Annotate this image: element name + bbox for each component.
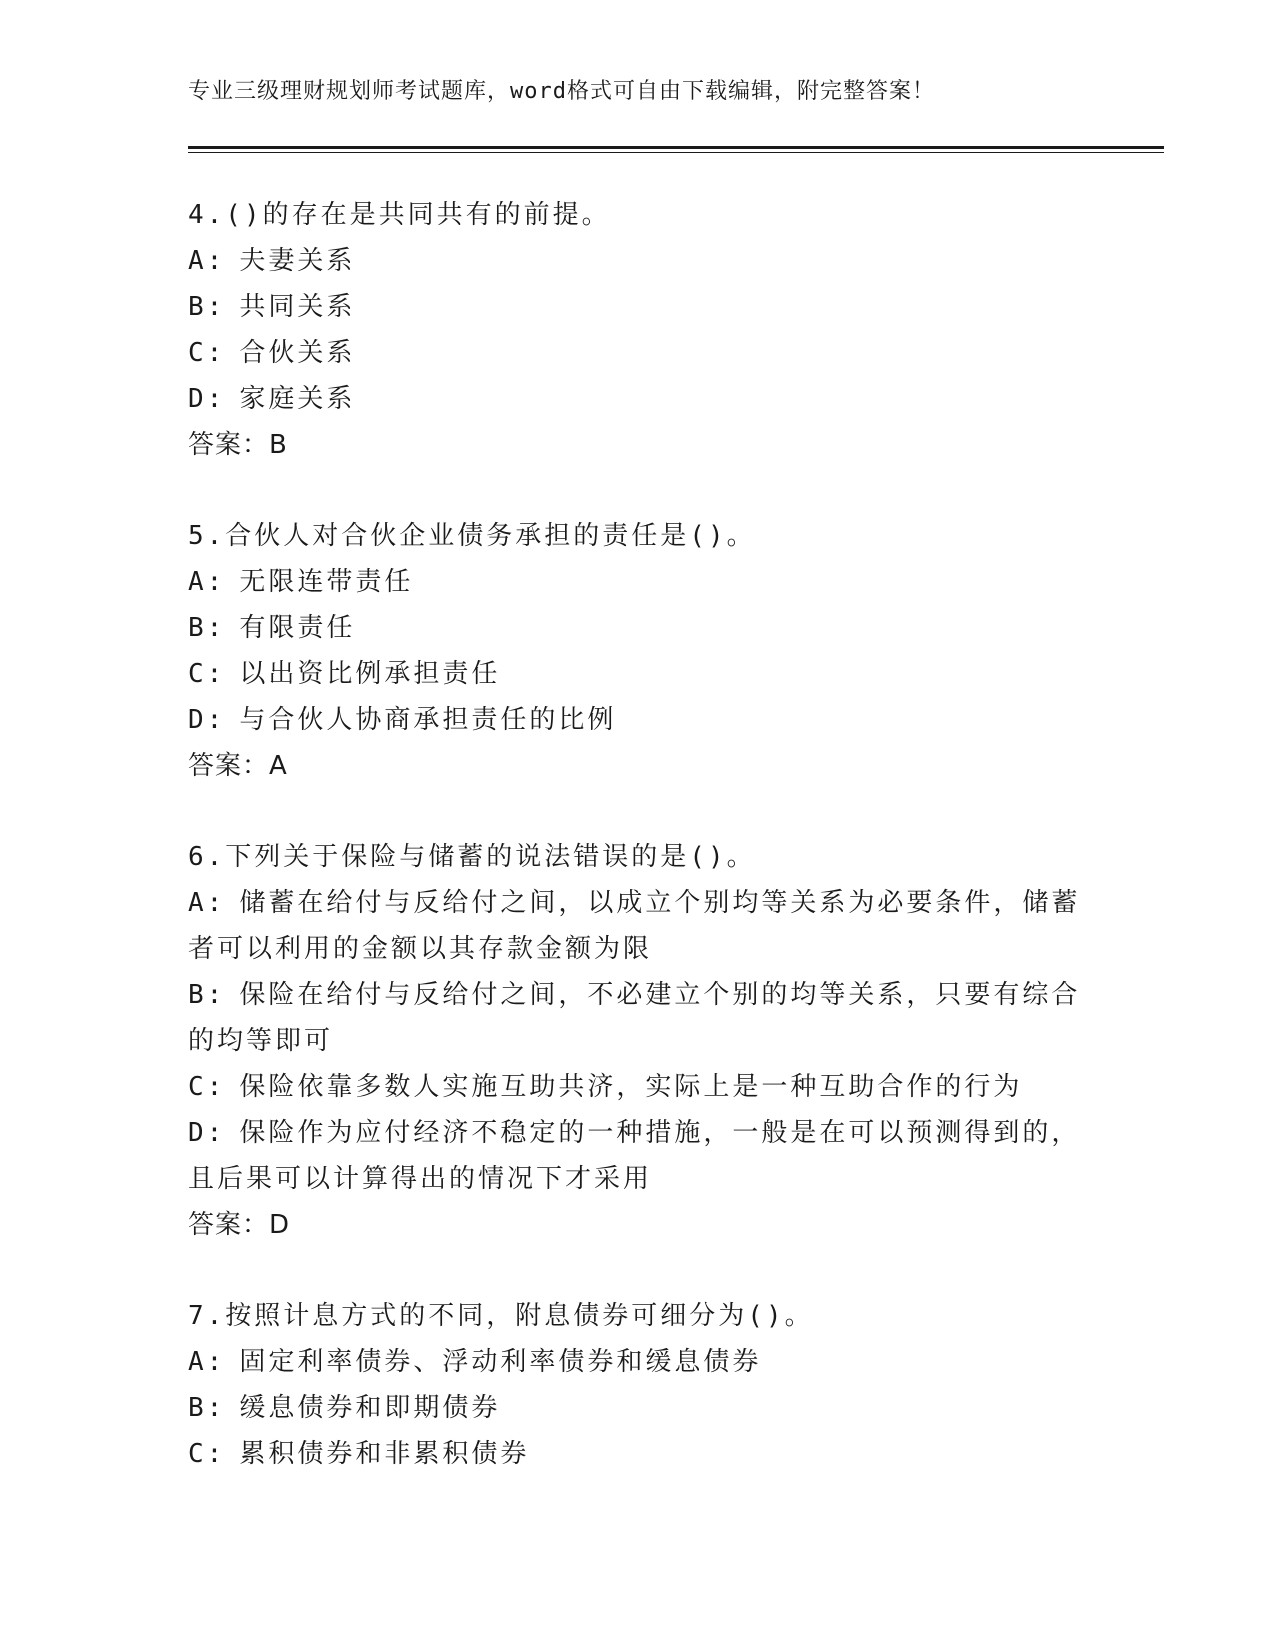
option-a	[188, 238, 1088, 284]
option-a	[188, 1339, 1088, 1385]
option-b	[188, 1385, 1088, 1431]
option-b	[188, 605, 1088, 651]
question-stem: 7.按照计息方式的不同，附息债券可细分为()。	[188, 1301, 814, 1331]
option-text: 缓息债券和即期债券	[239, 1393, 501, 1423]
option-b	[188, 972, 1088, 1018]
document-header: 专业三级理财规划师考试题库，word格式可自由下载编辑，附完整答案！	[188, 79, 935, 104]
option-label: A:	[188, 246, 226, 276]
option-text: 储蓄在给付与反给付之间，以成立个别均等关系为必要条件，储蓄	[239, 888, 1081, 918]
option-text: 保险作为应付经济不稳定的一种措施，一般是在可以预测得到的，	[239, 1118, 1081, 1148]
option-text: 固定利率债券、浮动利率债券和缓息债券	[239, 1347, 762, 1377]
option-label: C:	[188, 659, 226, 689]
option-c	[188, 330, 1088, 376]
question-stem: 5.合伙人对合伙企业债务承担的责任是()。	[188, 521, 756, 551]
option-label: A:	[188, 1347, 226, 1377]
option-c	[188, 1064, 1088, 1110]
option-label: B:	[188, 1393, 226, 1423]
option-label: A:	[188, 888, 226, 918]
question-4	[188, 192, 1088, 468]
option-d	[188, 376, 1088, 422]
option-label: D:	[188, 705, 226, 735]
option-a	[188, 559, 1088, 605]
option-d	[188, 697, 1088, 743]
option-label: B:	[188, 292, 226, 322]
question-7	[188, 1293, 1088, 1477]
option-c	[188, 651, 1088, 697]
answer: 答案：D	[188, 1210, 291, 1240]
header-rule-thin	[188, 152, 1164, 153]
header-rule-thick	[188, 146, 1164, 149]
option-text: 合伙关系	[239, 338, 356, 368]
option-label: D:	[188, 1118, 226, 1148]
option-text: 保险依靠多数人实施互助共济，实际上是一种互助合作的行为	[239, 1072, 1023, 1102]
option-a-continued: 者可以利用的金额以其存款金额为限	[188, 934, 653, 964]
option-b-continued: 的均等即可	[188, 1026, 334, 1056]
option-d-continued: 且后果可以计算得出的情况下才采用	[188, 1164, 653, 1194]
question-6	[188, 834, 1088, 1248]
option-label: D:	[188, 384, 226, 414]
question-5	[188, 513, 1088, 789]
option-text: 夫妻关系	[239, 246, 356, 276]
option-text: 共同关系	[239, 292, 356, 322]
answer: 答案：A	[188, 751, 288, 781]
option-label: C:	[188, 338, 226, 368]
option-text: 有限责任	[239, 613, 356, 643]
option-text: 家庭关系	[239, 384, 356, 414]
option-d	[188, 1110, 1088, 1156]
option-text: 与合伙人协商承担责任的比例	[239, 705, 617, 735]
option-c	[188, 1431, 1088, 1477]
question-stem: 4.()的存在是共同共有的前提。	[188, 200, 611, 230]
option-label: A:	[188, 567, 226, 597]
option-label: C:	[188, 1072, 226, 1102]
option-b	[188, 284, 1088, 330]
option-a	[188, 880, 1088, 926]
option-label: C:	[188, 1439, 226, 1469]
option-text: 无限连带责任	[239, 567, 414, 597]
option-label: B:	[188, 980, 226, 1010]
question-stem: 6.下列关于保险与储蓄的说法错误的是()。	[188, 842, 756, 872]
option-text: 保险在给付与反给付之间，不必建立个别的均等关系，只要有综合	[239, 980, 1081, 1010]
option-text: 累积债券和非累积债券	[239, 1439, 530, 1469]
answer: 答案：B	[188, 430, 288, 460]
option-text: 以出资比例承担责任	[239, 659, 501, 689]
option-label: B:	[188, 613, 226, 643]
